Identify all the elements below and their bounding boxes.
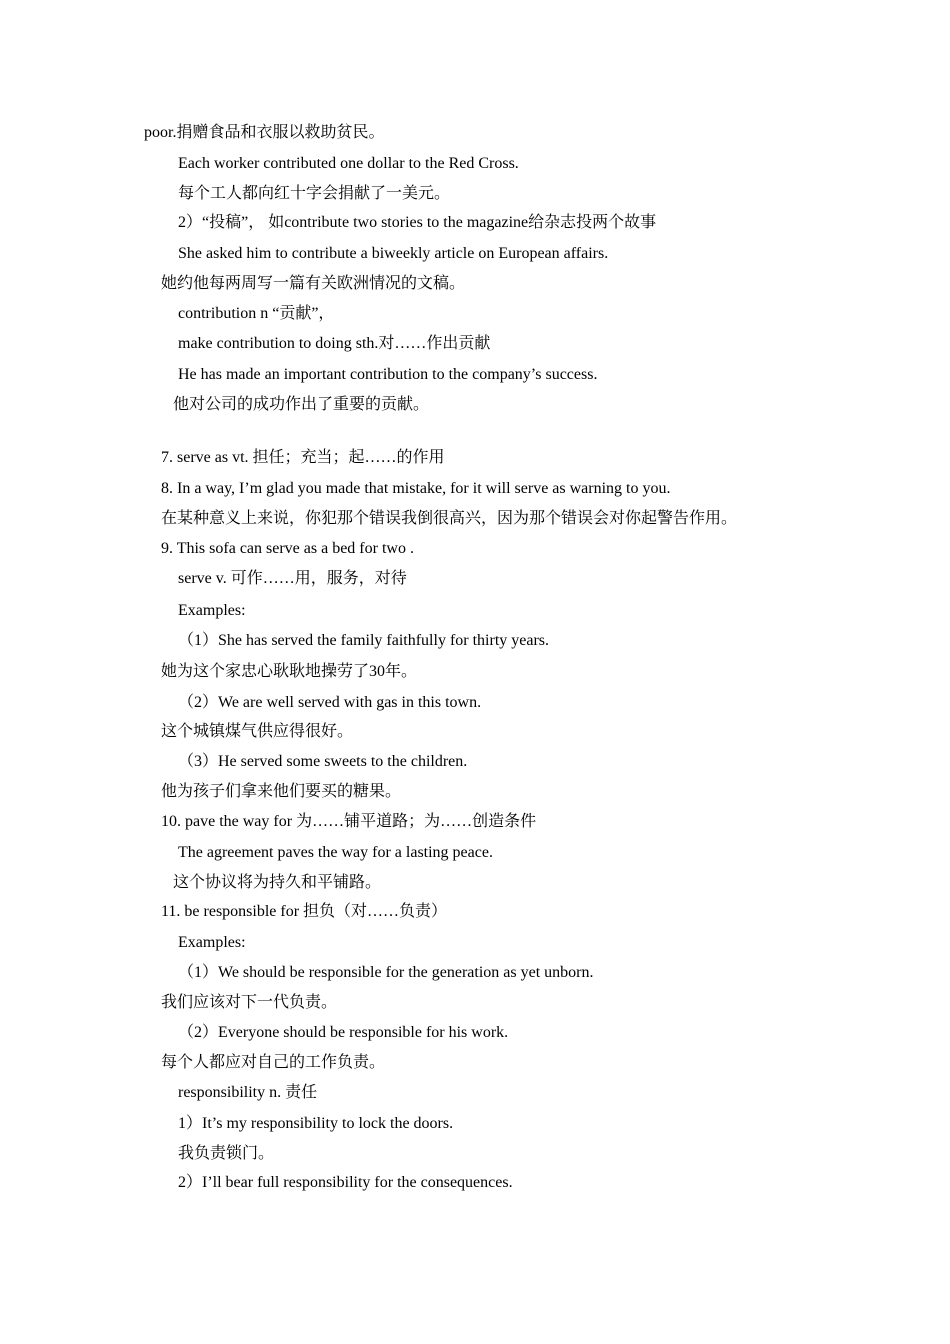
text-line: 2）I’ll bear full responsibility for the consequences.	[178, 1174, 513, 1191]
text-line: 他对公司的成功作出了重要的贡献。	[173, 396, 430, 413]
text-line: （2）We are well served with gas in this town.	[178, 694, 482, 711]
text-line: Each worker contributed one dollar to the Red Cross.	[178, 155, 519, 172]
text-line: （1）She has served the family faithfully for thirty years.	[178, 632, 550, 649]
text-line: responsibility n. 责任	[178, 1084, 318, 1101]
text-line: 她约他每两周写一篇有关欧洲情况的文稿。	[161, 275, 466, 292]
text-line: poor.捐赠食品和衣服以救助贫民。	[144, 124, 385, 141]
text-line: 每个人都应对自己的工作负责。	[161, 1054, 386, 1071]
text-line: （3）He served some sweets to the children.	[178, 753, 468, 770]
text-line: The agreement paves the way for a lasting peace.	[178, 844, 493, 861]
text-line: serve v. 可作……用，服务，对待	[178, 570, 407, 587]
text-line: 我负责锁门。	[178, 1145, 275, 1162]
text-line: Examples:	[178, 602, 246, 619]
text-line: 在某种意义上来说，你犯那个错误我倒很高兴，因为那个错误会对你起警告作用。	[161, 510, 738, 527]
text-line: Examples:	[178, 934, 246, 951]
text-line: 这个城镇煤气供应得很好。	[161, 723, 354, 740]
text-line: 10. pave the way for 为……铺平道路；为……创造条件	[161, 813, 537, 830]
text-line: 7. serve as vt. 担任；充当；起……的作用	[161, 449, 445, 466]
text-line: contribution n “贡献”，	[178, 305, 335, 322]
text-line: 1）It’s my responsibility to lock the doors.	[178, 1115, 454, 1132]
text-line: He has made an important contribution to the company’s success.	[178, 366, 598, 383]
text-line: 我们应该对下一代负责。	[161, 994, 338, 1011]
text-line: 9. This sofa can serve as a bed for two .	[161, 540, 414, 557]
text-line: （1）We should be responsible for the generation as yet unborn.	[178, 964, 594, 981]
text-line: make contribution to doing sth.对……作出贡献	[178, 335, 491, 352]
text-line: 2）“投稿”， 如contribute two stories to the magazine给杂志投两个故事	[178, 214, 657, 231]
text-line: 这个协议将为持久和平铺路。	[173, 874, 382, 891]
text-line: 他为孩子们拿来他们要买的糖果。	[161, 783, 402, 800]
text-line: She asked him to contribute a biweekly article on European affairs.	[178, 245, 609, 262]
text-line: 11. be responsible for 担负（对……负责）	[161, 903, 448, 920]
text-line: 每个工人都向红十字会捐献了一美元。	[178, 185, 451, 202]
text-line: 她为这个家忠心耿耿地操劳了30年。	[161, 663, 418, 680]
text-line: （2）Everyone should be responsible for his work.	[178, 1024, 509, 1041]
text-line: 8. In a way, I’m glad you made that mistake, for it will serve as warning to you.	[161, 480, 671, 497]
